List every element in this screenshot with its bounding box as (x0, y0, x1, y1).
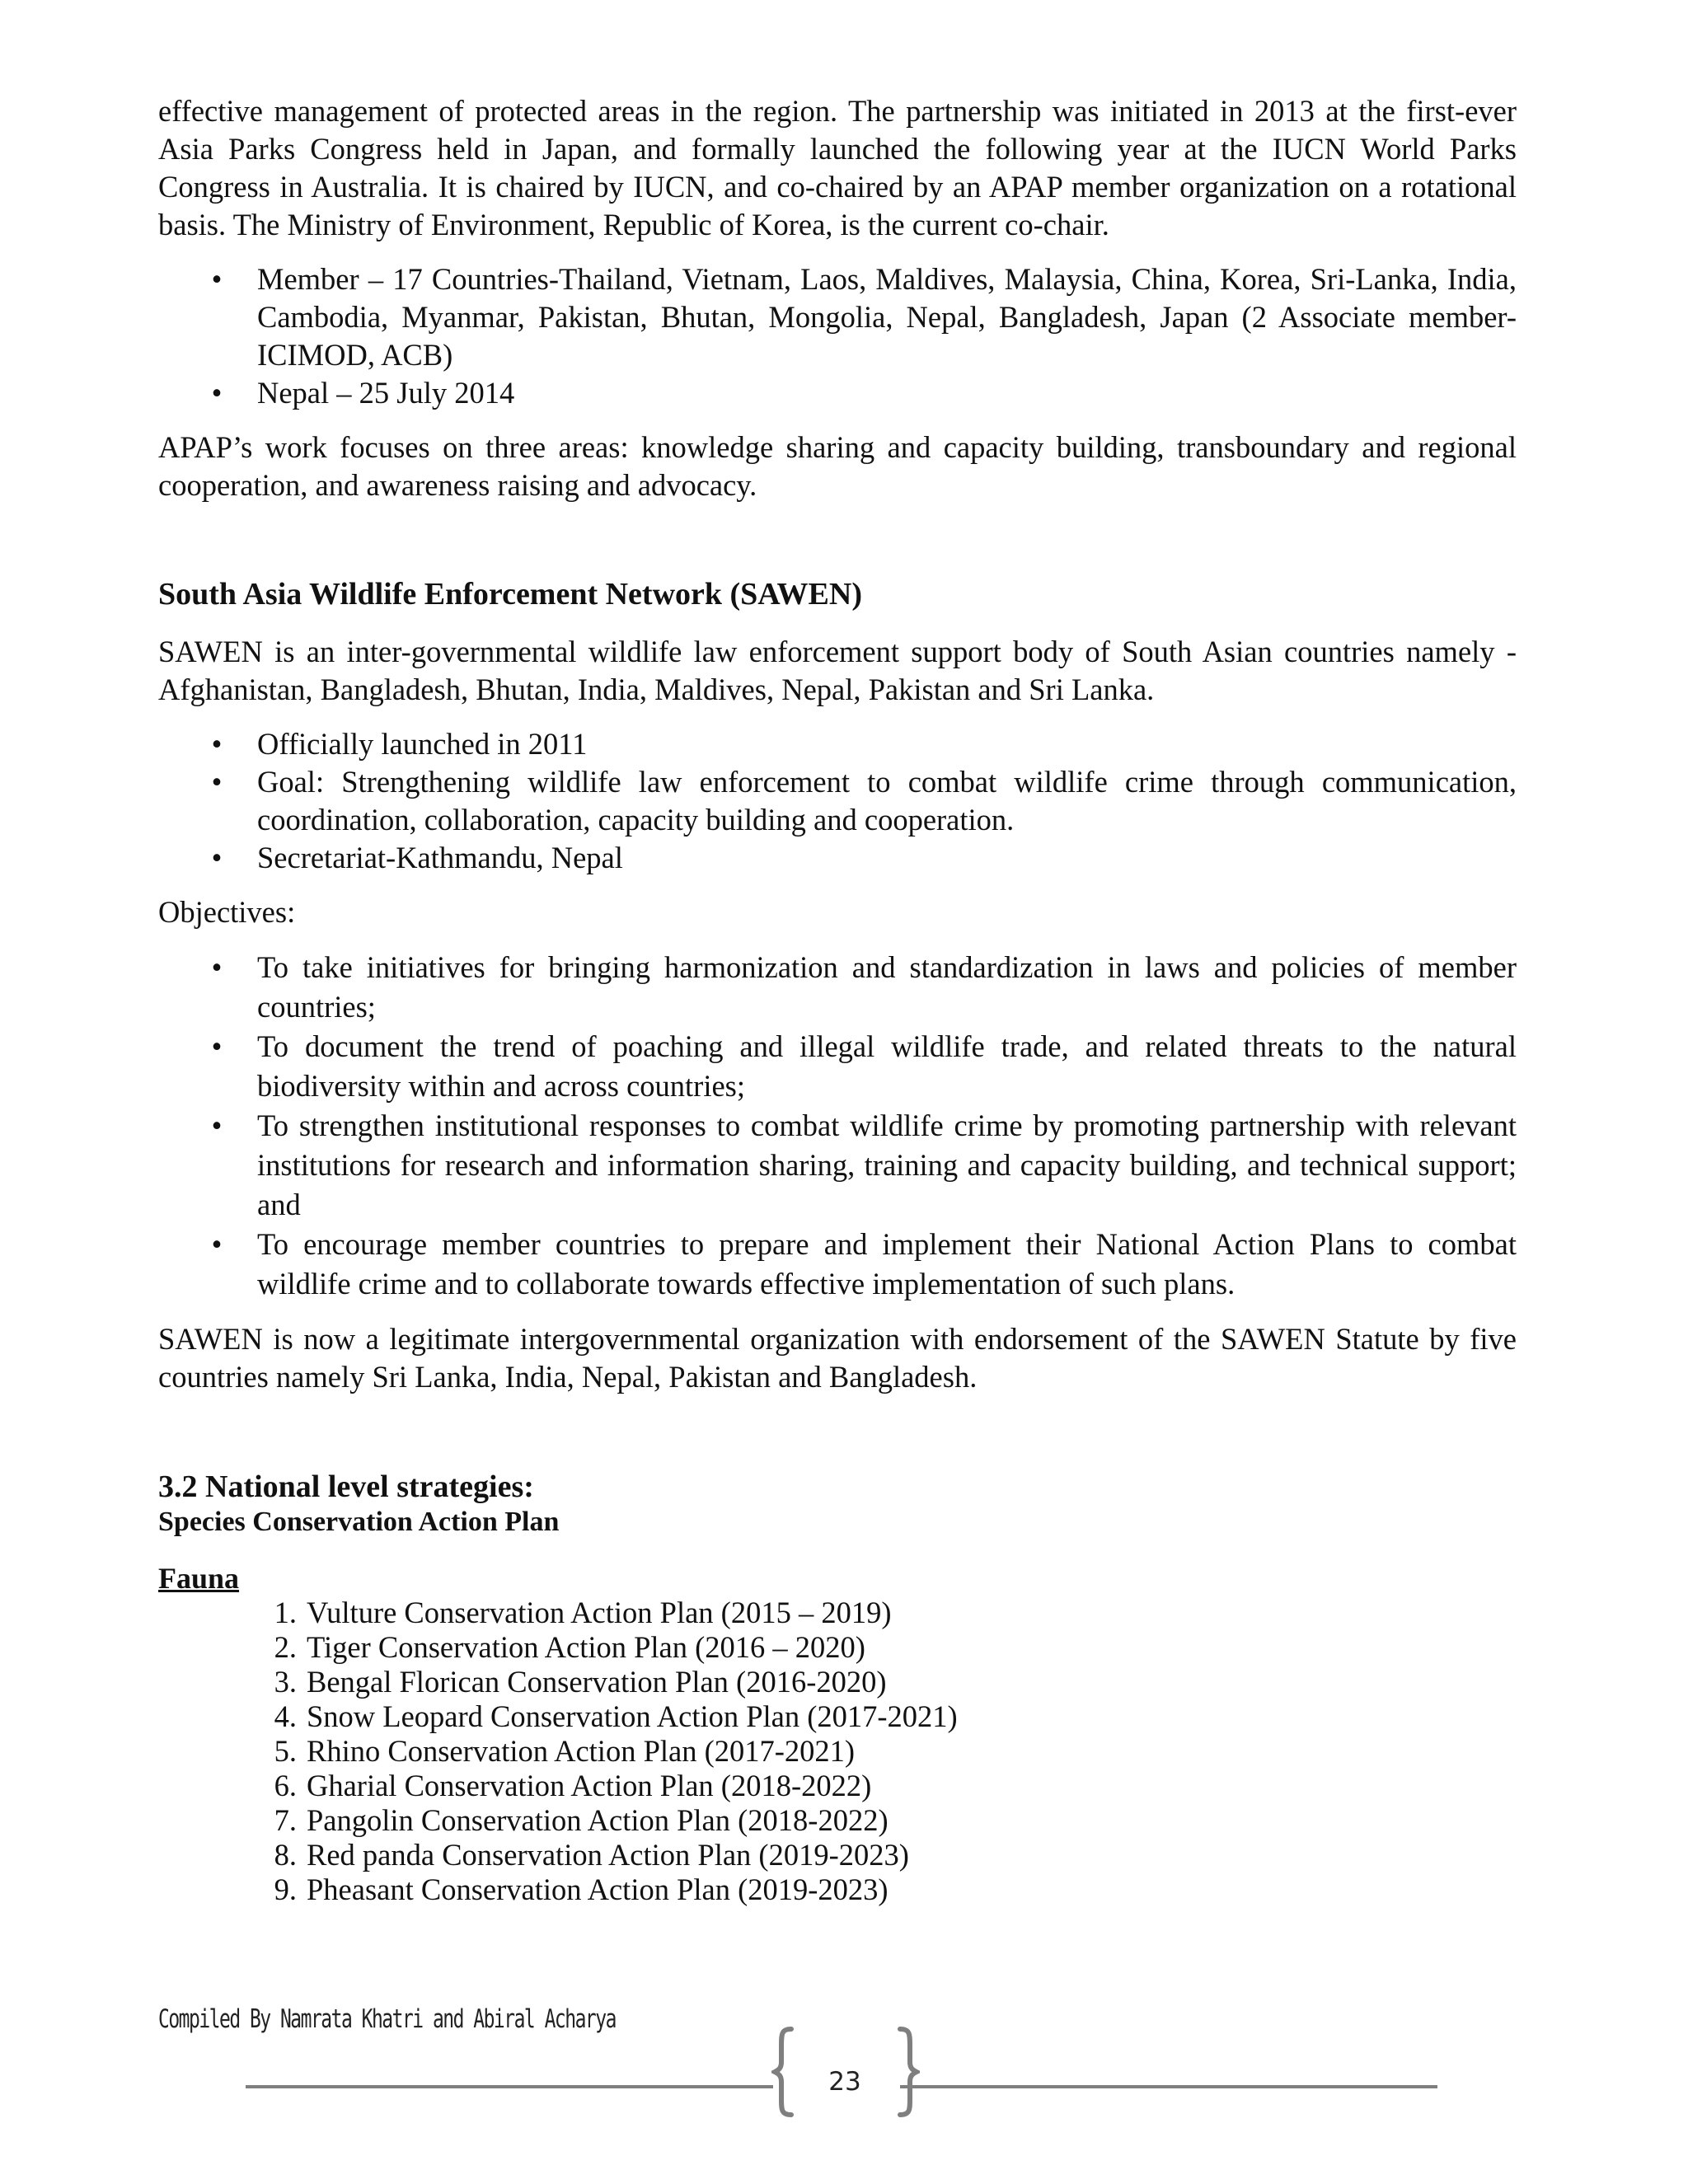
right-brace-icon (895, 2022, 920, 2121)
footer-credit: Compiled By Namrata Khatri and Abiral Acharya (158, 2004, 616, 2034)
list-item: 1. Vulture Conservation Action Plan (2015 – 2019) (274, 1596, 892, 1629)
list-item: • Nepal – 25 July 2014 (158, 374, 1517, 412)
bullet-icon: • (211, 1029, 223, 1063)
list-item: 4. Snow Leopard Conservation Action Plan (2017-2021) (274, 1699, 958, 1733)
apap-focus-paragraph: APAP’s work focuses on three areas: knowledge sharing and capacity building, transboundary and regional cooperation, and awareness raising and advocacy. (158, 430, 1517, 502)
bullet-icon: • (211, 727, 223, 761)
list-item: 6. Gharial Conservation Action Plan (2018-2022) (274, 1769, 872, 1802)
sawen-heading: South Asia Wildlife Enforcement Network (SAWEN) (158, 577, 862, 612)
list-item: • To encourage member countries to prepare and implement their National Action Plans to combat wildlife crime and to collaborate towards effective implementation of such plans. (158, 1225, 1517, 1304)
list-item: 8. Red panda Conservation Action Plan (2019-2023) (274, 1838, 909, 1872)
national-strategies-heading: 3.2 National level strategies: (158, 1469, 534, 1504)
sawen-objectives-list (158, 948, 1517, 1304)
sawen-facts-list (158, 725, 1517, 877)
list-item: 9. Pheasant Conservation Action Plan (2019-2023) (274, 1872, 889, 1906)
list-item: 7. Pangolin Conservation Action Plan (2018-2022) (274, 1803, 889, 1837)
fauna-plan-list (158, 1596, 1517, 1907)
list-item: • Secretariat-Kathmandu, Nepal (158, 839, 1517, 877)
list-item: • To strengthen institutional responses to combat wildlife crime by promoting partnership with relevant institutions for research and information sharing, training and capacity building, and technical support; and (158, 1106, 1517, 1225)
left-brace-icon (771, 2022, 796, 2121)
apap-continued-paragraph: effective management of protected areas in the region. The partnership was initiated in 2013 at the first-ever Asia Parks Congress held in Japan, and formally launched the following year at the IUCN World Parks Congress in Australia. It is chaired by IUCN, and co-chaired by an APAP member organization on a rotational basis. The Ministry of Environment, Republic of Korea, is the current co-chair. (158, 94, 1517, 241)
list-item: 2. Tiger Conservation Action Plan (2016 – 2020) (274, 1630, 865, 1664)
bullet-icon: • (211, 1227, 223, 1261)
list-item: 5. Rhino Conservation Action Plan (2017-2021) (274, 1734, 856, 1768)
sawen-closing-paragraph: SAWEN is now a legitimate intergovernmental organization with endorsement of the SAWEN Statute by five countries namely Sri Lanka, India, Nepal, Pakistan and Bangladesh. (158, 1322, 1517, 1394)
objectives-label: Objectives: (158, 895, 296, 929)
list-item: • To document the trend of poaching and illegal wildlife trade, and related threats to the natural biodiversity within and across countries; (158, 1027, 1517, 1106)
page-content (158, 92, 1517, 1907)
list-item: 3. Bengal Florican Conservation Plan (2016-2020) (274, 1665, 887, 1699)
bullet-icon: • (211, 262, 223, 296)
page-number: 23 (828, 2067, 861, 2097)
footer-rule-right (900, 2085, 1437, 2088)
bullet-icon: • (211, 950, 223, 984)
apap-bullet-list (158, 260, 1517, 412)
list-item: • Goal: Strengthening wildlife law enforcement to combat wildlife crime through communication, coordination, collaboration, capacity building and cooperation. (158, 763, 1517, 839)
bullet-icon: • (211, 765, 223, 799)
list-item: • Officially launched in 2011 (158, 725, 1517, 763)
bullet-icon: • (211, 841, 223, 874)
footer-rule-left (246, 2085, 773, 2088)
fauna-heading: Fauna (158, 1562, 240, 1595)
sawen-intro-paragraph: SAWEN is an inter-governmental wildlife law enforcement support body of South Asian countries namely - Afghanistan, Bangladesh, Bhutan, India, Maldives, Nepal, Pakistan and Sri Lanka. (158, 635, 1517, 706)
list-item: • Member – 17 Countries-Thailand, Vietnam, Laos, Maldives, Malaysia, China, Korea, Sri-Lanka, India, Cambodia, Myanmar, Pakistan, Bhutan, Mongolia, Nepal, Bangladesh, Japan (2 Associate member-ICIMOD, ACB) (158, 260, 1517, 374)
bullet-icon: • (211, 1108, 223, 1142)
list-item: • To take initiatives for bringing harmonization and standardization in laws and policies of member countries; (158, 948, 1517, 1027)
species-plan-heading: Species Conservation Action Plan (158, 1507, 560, 1537)
bullet-icon: • (211, 376, 223, 410)
